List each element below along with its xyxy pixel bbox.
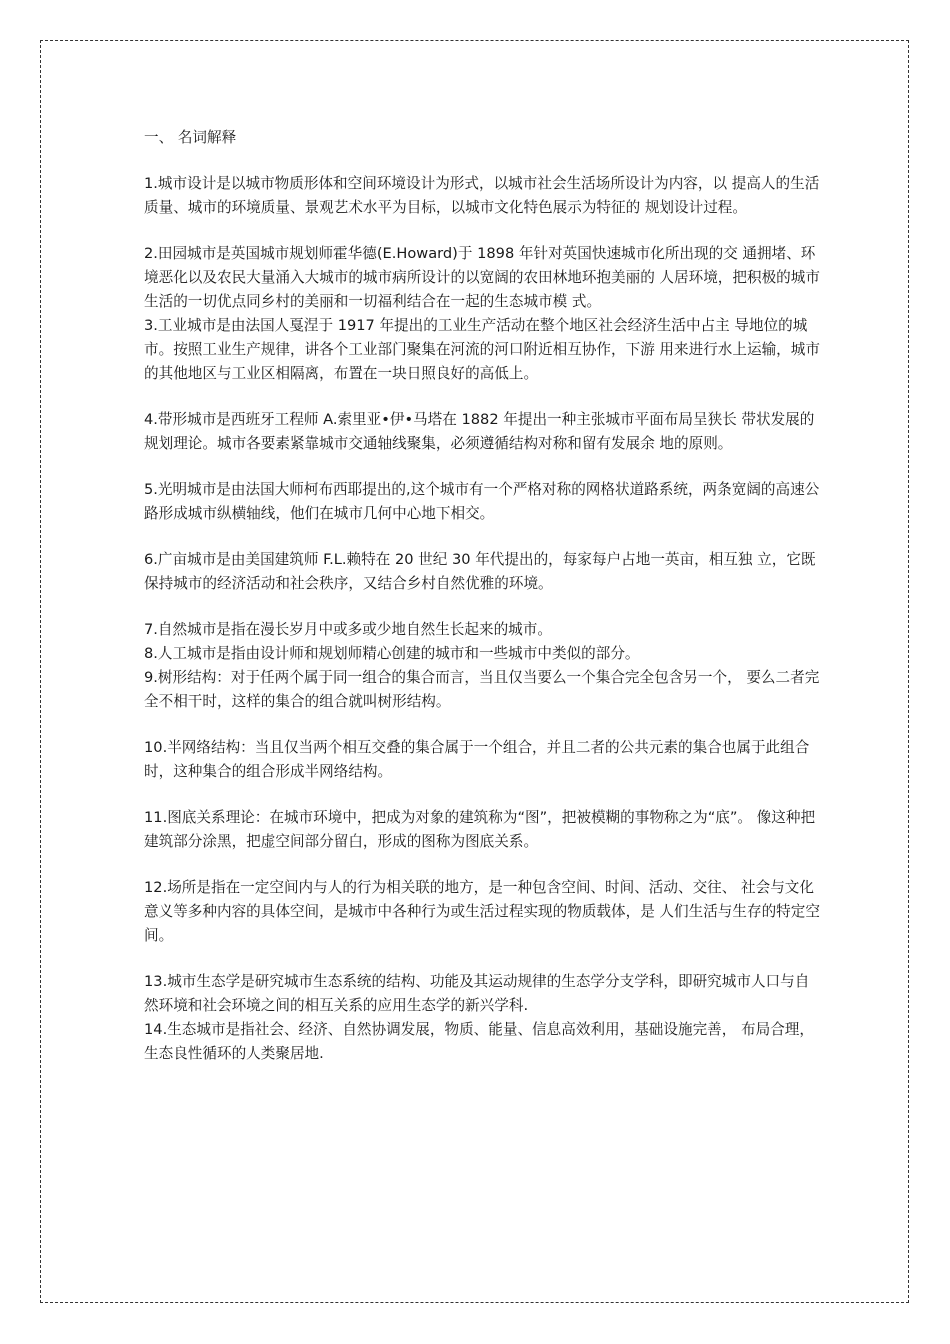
term-entry-4: 4.带形城市是西班牙工程师 A.索里亚•伊•马塔在 1882 年提出一种主张城市平面布局呈狭长 带状发展的规划理论。城市各要素紧靠城市交通轴线聚集，必须遵循结构对称和留有发展余 地的原则。	[144, 411, 815, 452]
term-entry-7: 7.自然城市是指在漫长岁月中或多或少地自然生长起来的城市。	[144, 621, 552, 638]
term-entry-1: 1.城市设计是以城市物质形体和空间环境设计为形式，以城市社会生活场所设计为内容，以 提高人的生活质量、城市的环境质量、景观艺术水平为目标，以城市文化特色展示为特征的 规划设计过程。	[144, 175, 820, 216]
term-entry-11: 11.图底关系理论：在城市环境中，把成为对象的建筑称为“图”，把被模糊的事物称之为“底”。 像这种把建筑部分涂黑，把虚空间部分留白，形成的图称为图底关系。	[144, 809, 816, 850]
document-body	[144, 126, 820, 1066]
term-entry-3: 3.工业城市是由法国人戛涅于 1917 年提出的工业生产活动在整个地区社会经济生活中占主 导地位的城市。按照工业生产规律，讲各个工业部门聚集在河流的河口附近相互协作，下游 用来进行水上运输，城市的其他地区与工业区相隔离，布置在一块日照良好的高低上。	[144, 317, 820, 382]
term-entry-12: 12.场所是指在一定空间内与人的行为相关联的地方，是一种包含空间、时间、活动、交往、 社会与文化意义等多种内容的具体空间，是城市中各种行为或生活过程实现的物质载体，是 人们生活与生存的特定空间。	[144, 879, 820, 944]
term-entry-10: 10.半网络结构：当且仅当两个相互交叠的集合属于一个组合，并且二者的公共元素的集合也属于此组合时，这种集合的组合形成半网络结构。	[144, 739, 810, 780]
term-entry-2: 2.田园城市是英国城市规划师霍华德(E.Howard)于 1898 年针对英国快速城市化所出现的交 通拥堵、环境恶化以及农民大量涌入大城市的城市病所设计的以宽阔的农田林地环抱美丽的 人居环境，把积极的城市生活的一切优点同乡村的美丽和一切福利结合在一起的生态城市模 式。	[144, 245, 820, 310]
term-entry-5: 5.光明城市是由法国大师柯布西耶提出的,这个城市有一个严格对称的网格状道路系统，两条宽阔的高速公路形成城市纵横轴线，他们在城市几何中心地下相交。	[144, 481, 820, 522]
term-entry-13: 13.城市生态学是研究城市生态系统的结构、功能及其运动规律的生态学分支学科，即研究城市人口与自然环境和社会环境之间的相互关系的应用生态学的新兴学科.	[144, 973, 810, 1014]
term-entry-6: 6.广亩城市是由美国建筑师 F.L.赖特在 20 世纪 30 年代提出的，每家每户占地一英亩，相互独 立，它既保持城市的经济活动和社会秩序，又结合乡村自然优雅的环境。	[144, 551, 816, 592]
term-entry-8: 8.人工城市是指由设计师和规划师精心创建的城市和一些城市中类似的部分。	[144, 645, 640, 662]
section-heading: 一、 名词解释	[144, 129, 237, 146]
term-entry-14: 14.生态城市是指社会、经济、自然协调发展，物质、能量、信息高效利用，基础设施完善， 布局合理，生态良性循环的人类聚居地.	[144, 1021, 814, 1062]
term-entry-9: 9.树形结构：对于任两个属于同一组合的集合而言，当且仅当要么一个集合完全包含另一个， 要么二者完全不相干时，这样的集合的组合就叫树形结构。	[144, 669, 820, 710]
